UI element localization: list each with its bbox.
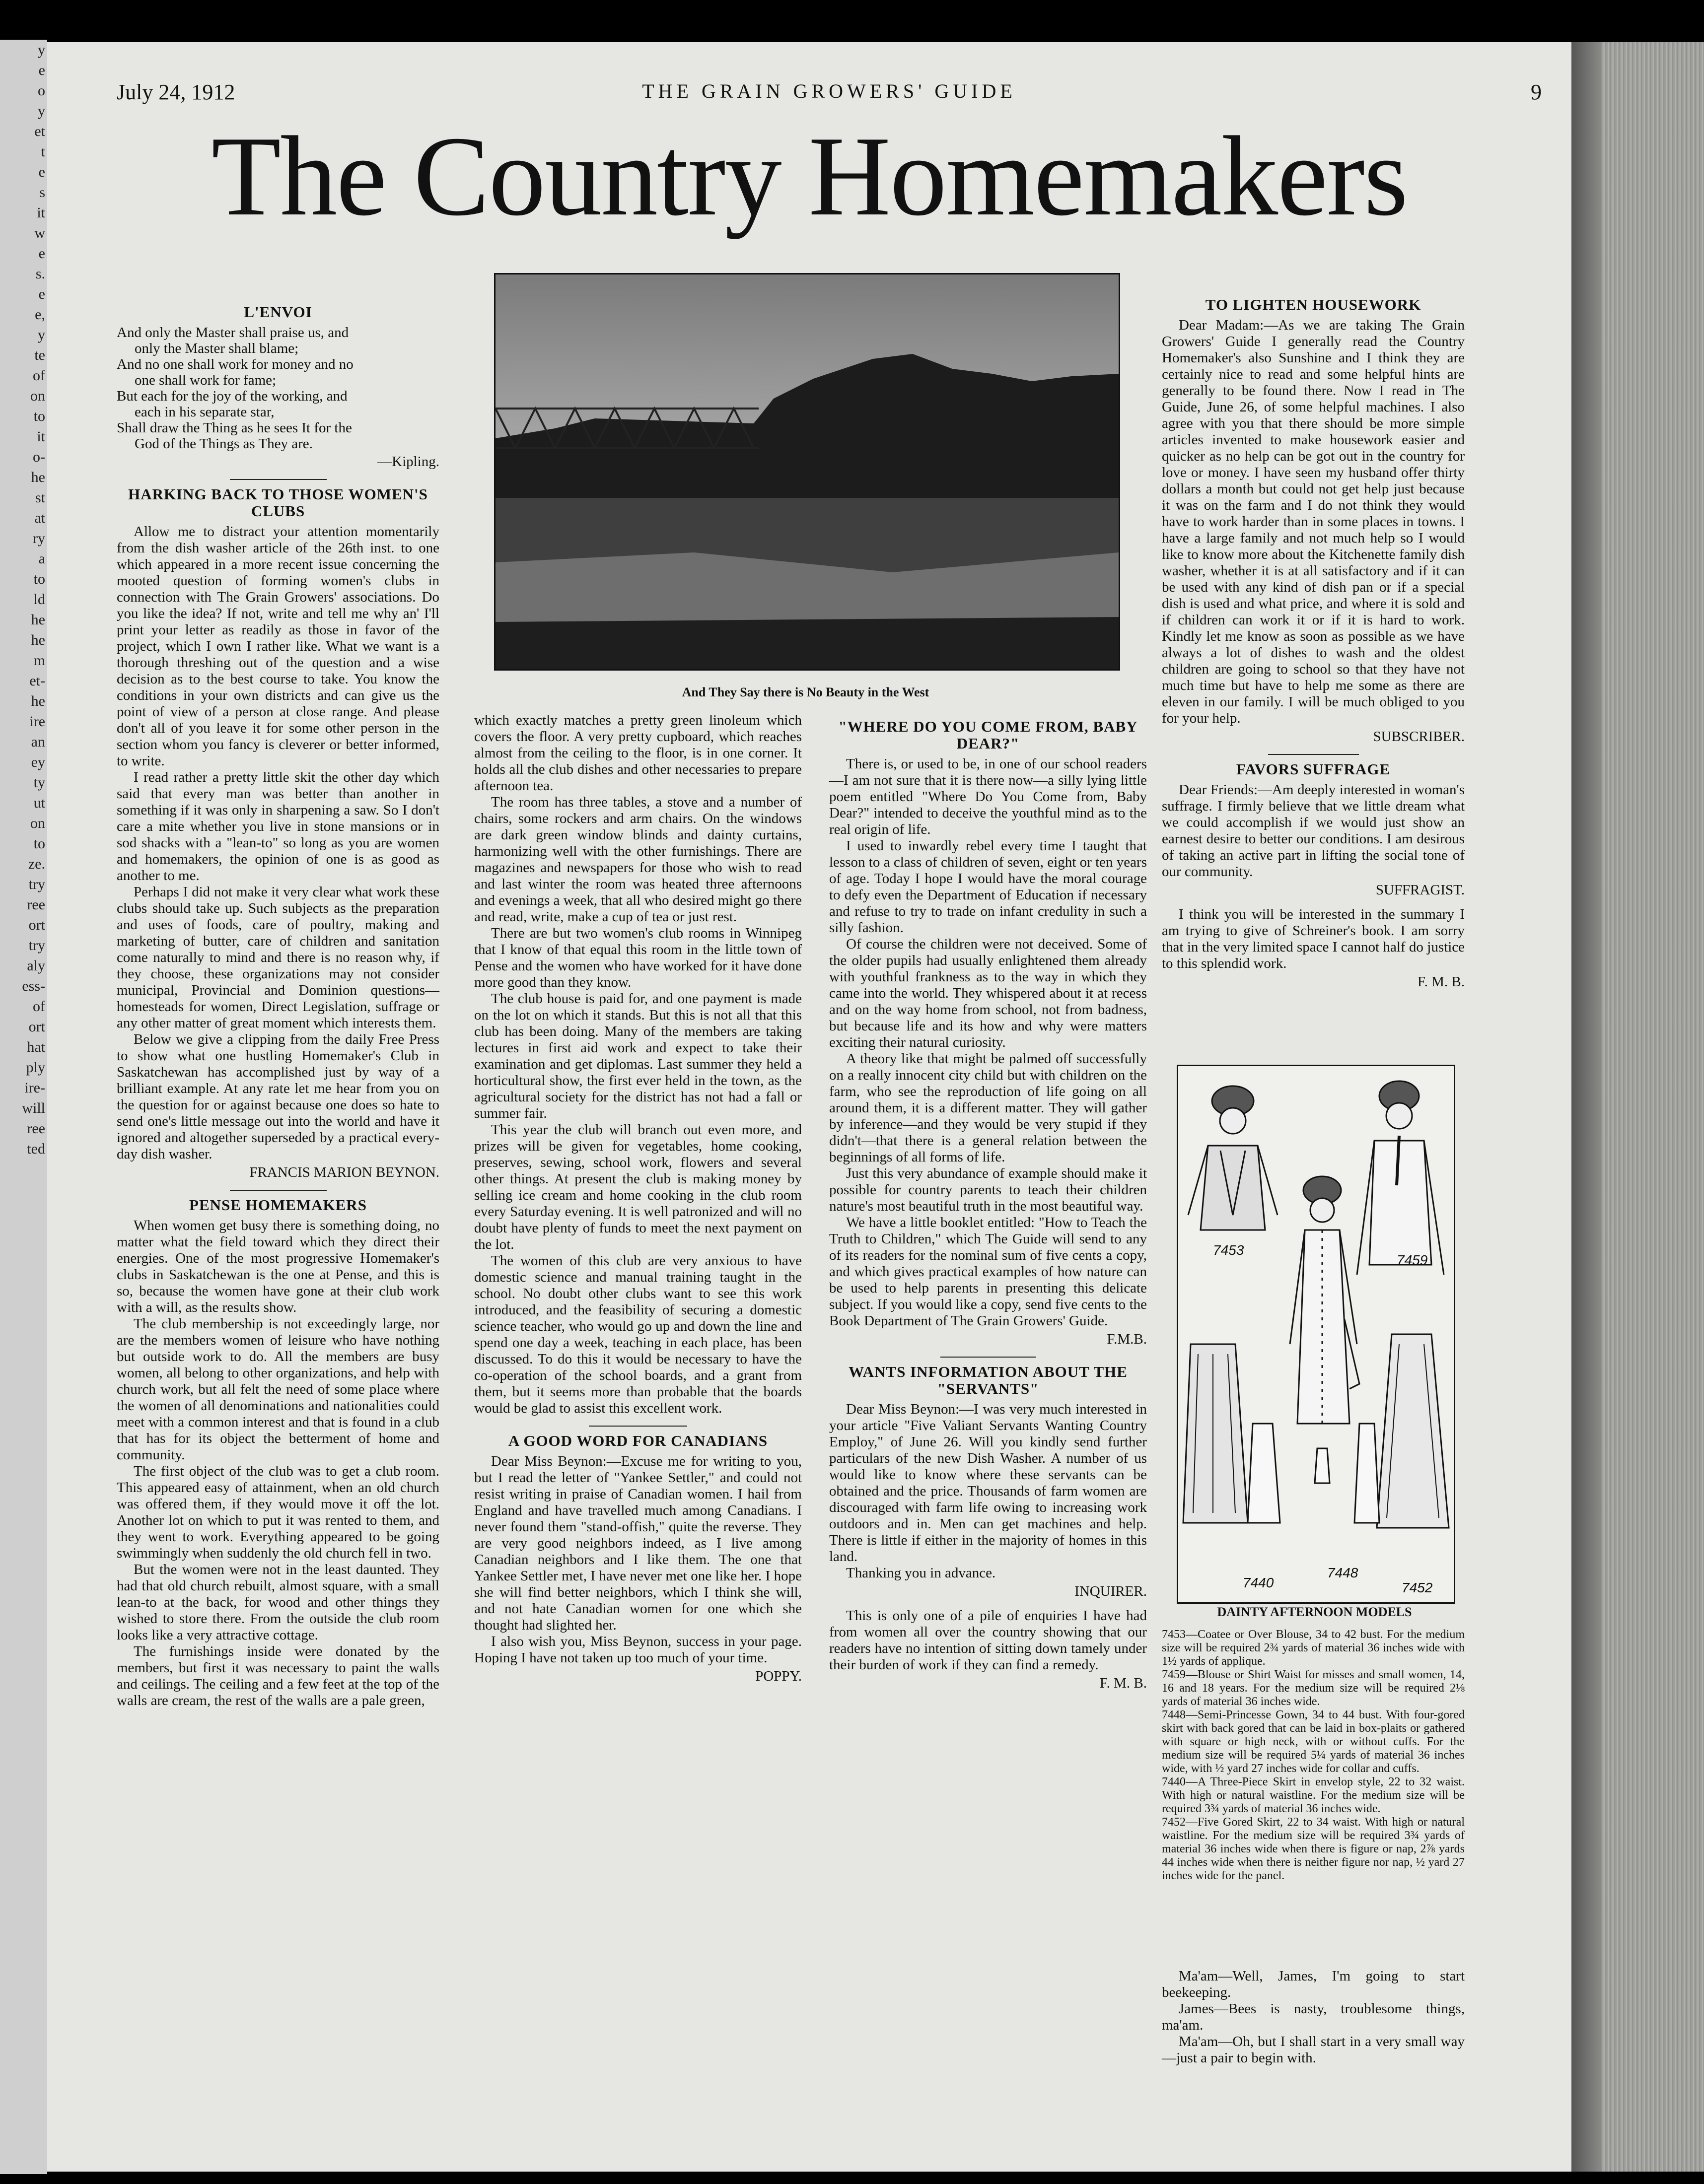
strip-fragment: ld xyxy=(33,591,45,608)
lenvoi-title: L'ENVOI xyxy=(244,303,312,321)
letter-signature: POPPY. xyxy=(755,1668,802,1684)
strip-fragment: e xyxy=(38,62,45,78)
article-signature: F.M.B. xyxy=(1107,1331,1147,1347)
strip-fragment: e xyxy=(38,286,45,302)
divider xyxy=(1268,754,1359,755)
letter-paragraph: I also wish you, Miss Beynon, success in your page. Hoping I have not taken up too much of your time. xyxy=(474,1634,802,1666)
article-paragraph: The club membership is not exceedingly large, nor are the members women of leisure who have nothing but outside work to do. All the members are busy women, all belong to other organizations, and help with church work, but all felt the need of some place where the women of all denominations and nationalities could meet with a common interest and that is found in a club that has for its object the betterment of home and community. xyxy=(117,1316,439,1463)
strip-fragment: on xyxy=(30,815,45,831)
fashion-illustration xyxy=(1177,1065,1455,1604)
strip-fragment: ry xyxy=(33,530,45,546)
canadians-title: A GOOD WORD FOR CANADIANS xyxy=(508,1432,768,1449)
divider xyxy=(230,479,327,480)
strip-fragment: y xyxy=(38,103,45,119)
strip-fragment: e xyxy=(38,164,45,180)
editor-note: This is only one of a pile of enquiries I have had from women all over the country showing that our readers have no intention of sitting down tamely under their burden of work if they can find a remedy. xyxy=(829,1608,1147,1673)
issue-date: July 24, 1912 xyxy=(117,80,235,104)
article-paragraph: I read rather a pretty little skit the other day which said that every man was better than another in something if it was only in sharpening a saw. So I don't care a mite whether you live in stone mansions or in sod shacks with a "lean-to" so long as you are women and homemakers, the opinion of one is as good as another to me. xyxy=(117,769,439,884)
article-paragraph: Perhaps I did not make it very clear what work these clubs should take up. Such subjects as the preparation and uses of foods, care of poultry, making and marketing of butter, care of children and sanitation come naturally to mind and there is no reason why, if they choose, these organizations may not consider municipal, Provincial and Dominion questions—homesteads for women, Direct Legislation, suffrage or any other matter of great moment which interests them. xyxy=(117,884,439,1031)
harking-title: HARKING BACK TO THOSE WOMEN'S CLUBS xyxy=(128,485,428,520)
strip-fragment: ted xyxy=(27,1141,45,1157)
strip-fragment: aly xyxy=(27,957,45,974)
strip-fragment: y xyxy=(38,42,45,58)
article-paragraph: The women of this club are very anxious to have domestic science and manual training taught in the school. No doubt other clubs want to see this work introduced, and the feasibility of securing a domestic science teacher, who would go up and down the line and spend one day a week, teaching in each place, has been discussed. To do this it would be necessary to have the co-operation of the school boards, and a grant from them, but it seems more than probable that the boards would be glad to assist this excellent work. xyxy=(474,1253,802,1416)
editor-signature: F. M. B. xyxy=(1099,1675,1147,1691)
baby-title: "WHERE DO YOU COME FROM, BABY DEAR?" xyxy=(838,718,1138,752)
strip-fragment: on xyxy=(30,388,45,404)
pattern-description: 7440—A Three-Piece Skirt in envelop style, 22 to 32 waist. With high or natural waistline. For the medium size will be required 3¾ yards of material 36 inches wide. xyxy=(1162,1775,1465,1815)
strip-fragment: ut xyxy=(33,795,45,811)
column-1 xyxy=(117,298,439,2134)
article-paragraph: The first object of the club was to get a club room. This appeared easy of attainment, when an old church was offered them, if they would move it off the lot. Another lot on which to put it was rented to them, and they went to work. Everything appeared to be going swimmingly when suddenly the old church fell in two. xyxy=(117,1463,439,1561)
strip-fragment: of xyxy=(33,998,45,1015)
letter-paragraph: Dear Friends:—Am deeply interested in woman's suffrage. I firmly believe that we little dream what we could accomplish if we would just show an earnest desire to better our conditions. I am desirous of taking an active part in lifting the social tone of our community. xyxy=(1162,782,1465,880)
model-label-7453: 7453 xyxy=(1213,1242,1244,1258)
book-binding-edge xyxy=(1571,42,1704,2172)
strip-fragment: to xyxy=(33,408,45,424)
strip-fragment: ze. xyxy=(28,856,45,872)
letter-paragraph: Dear Miss Beynon:—I was very much interested in your article "Five Valiant Servants Wanting Country Employ," of June 26. Will you kindly send further particulars of the new Dish Washer. A number of us would like to know where these servants can be obtained and the price. Thousands of farm women are discouraged with farm life owing to increasing work outdoors and in. Men can get machines and help. There is little if either in the majority of homes in this land. xyxy=(829,1401,1147,1565)
article-paragraph: A theory like that might be palmed off successfully on a really innocent city child but with children on the farm, who see the reproduction of life going on all around them, it is a different matter. They will gather by inference—and they would be very stupid if they didn't—that there is a general relation between the beginnings of all forms of life. xyxy=(829,1051,1147,1165)
bridge-river-image xyxy=(496,274,1119,669)
strip-fragment: te xyxy=(34,347,45,363)
joke-line: Ma'am—Well, James, I'm going to start beekeeping. xyxy=(1162,1968,1465,2000)
strip-fragment: at xyxy=(34,510,45,526)
strip-fragment: m xyxy=(33,652,45,669)
servants-title: WANTS INFORMATION ABOUT THE "SERVANTS" xyxy=(849,1363,1128,1397)
strip-fragment: an xyxy=(31,734,45,750)
strip-fragment: a xyxy=(38,550,45,567)
strip-fragment: it xyxy=(37,205,45,221)
article-paragraph: which exactly matches a pretty green linoleum which covers the floor. A very pretty cupboard, which reaches almost from the ceiling to the floor, is in one corner. It holds all the club dishes and other necessaries to prepare afternoon tea. xyxy=(474,712,802,794)
fashion-caption: DAINTY AFTERNOON MODELS xyxy=(1217,1605,1412,1619)
article-paragraph: I used to inwardly rebel every time I taught that lesson to a class of children of seven, eight or ten years of age. Today I hope I would have the moral courage to defy even the Department of Education if necessary and refuse to try to trade on infant credulity in such a silly fashion. xyxy=(829,838,1147,936)
strip-fragment: s xyxy=(39,184,45,201)
pattern-description: 7453—Coatee or Over Blouse, 34 to 42 bust. For the medium size will be required 2¾ yards of material 36 inches wide with 1½ yards of applique. xyxy=(1162,1628,1465,1668)
pense-title: PENSE HOMEMAKERS xyxy=(189,1196,367,1214)
strip-fragment: y xyxy=(38,327,45,343)
strip-fragment: o- xyxy=(33,449,45,465)
letter-signature: SUBSCRIBER. xyxy=(1373,729,1465,745)
letter-paragraph: Thanking you in advance. xyxy=(846,1565,996,1581)
strip-fragment: e xyxy=(38,245,45,262)
strip-fragment: et xyxy=(34,123,45,139)
model-label-7459: 7459 xyxy=(1397,1252,1428,1268)
strip-fragment: try xyxy=(28,876,45,892)
strip-fragment: he xyxy=(31,632,45,648)
joke-line: Ma'am—Oh, but I shall start in a very small way—just a pair to begin with. xyxy=(1162,2034,1465,2066)
strip-fragment: ort xyxy=(28,1019,45,1035)
strip-fragment: s. xyxy=(35,266,45,282)
strip-fragment: to xyxy=(33,835,45,852)
landscape-photo xyxy=(494,273,1120,671)
column-4 xyxy=(1162,290,1465,1065)
strip-fragment: ree xyxy=(27,896,45,913)
editor-reply: I think you will be interested in the summary I am trying to give of Schreiner's book. I am sorry that in the very limited space I cannot half do justice to this splendid work. xyxy=(1162,906,1465,971)
poem-line: one shall work for fame; xyxy=(135,372,277,388)
section-masthead: The Country Homemakers xyxy=(211,113,1408,239)
pattern-description: 7448—Semi-Princesse Gown, 34 to 44 bust. With four-gored skirt with back gored that can be laid in box-plaits or gathered with square or high neck, with or without cuffs. For the medium size will be required 5¼ yards of material 36 inches wide, with ½ yard 27 inches wide for collar and cuffs. xyxy=(1162,1708,1465,1775)
poem-line: And only the Master shall praise us, and xyxy=(117,325,349,341)
model-label-7452: 7452 xyxy=(1402,1580,1433,1595)
article-paragraph: The room has three tables, a stove and a number of chairs, some rockers and arm chairs. On the windows are dark green window blinds and dainty curtains, harmonizing well with the other furnishings. There are magazines and newspapers for those who wish to read and last winter the room was heated three afternoons and evenings a week, that all who desired might go there and read, write, make a cup of tea or just rest. xyxy=(474,794,802,925)
article-paragraph: We have a little booklet entitled: "How to Teach the Truth to Children," which The Guide will send to any of its readers for the nominal sum of five cents a copy, and which gives practical examples of how nature can be used to help parents in presenting this delicate subject. If you would like a copy, send five cents to the Book Department of The Grain Growers' Guide. xyxy=(829,1215,1147,1329)
divider xyxy=(589,1426,687,1427)
strip-fragment: ree xyxy=(27,1120,45,1137)
newspaper-page xyxy=(47,42,1571,2172)
strip-fragment: ess- xyxy=(22,978,45,994)
strip-fragment: it xyxy=(37,428,45,445)
strip-fragment: will xyxy=(22,1100,45,1116)
article-paragraph: There are but two women's club rooms in Winnipeg that I know of that equal this room in the little town of Pense and the women who have worked for it have done more good than they know. xyxy=(474,925,802,990)
photo-caption: And They Say there is No Beauty in the West xyxy=(682,685,929,699)
strip-fragment: o xyxy=(38,82,45,99)
poem-line: But each for the joy of the working, and xyxy=(117,388,348,404)
strip-fragment: ey xyxy=(31,754,45,770)
strip-fragment: ty xyxy=(33,774,45,791)
joke-line: James—Bees is nasty, troublesome things, ma'am. xyxy=(1162,2001,1465,2033)
strip-fragment: ire xyxy=(29,713,45,730)
model-label-7440: 7440 xyxy=(1243,1575,1274,1590)
pattern-description: 7452—Five Gored Skirt, 22 to 34 waist. With high or natural waistline. For the medium size will be required 3¾ yards of material 36 inches wide when there is figure or nap, 2⅞ yards 44 inches wide when there is neither figure nor nap, ½ yard 27 inches wide for the panel. xyxy=(1162,1816,1465,1882)
strip-fragment: he xyxy=(31,469,45,485)
strip-fragment: ort xyxy=(28,917,45,933)
strip-fragment: hat xyxy=(27,1039,45,1055)
strip-fragment: try xyxy=(28,937,45,954)
column-3 xyxy=(829,712,1147,2137)
article-paragraph: The furnishings inside were donated by the members, but first it was necessary to paint the walls and ceilings. The ceiling and a few feet at the top of the walls are cream, the rest of the walls are a pale green, xyxy=(117,1643,439,1708)
strip-fragment: ire- xyxy=(24,1080,45,1096)
joke-column xyxy=(1162,1968,1465,2097)
strip-fragment: of xyxy=(33,367,45,384)
strip-fragment: ply xyxy=(26,1059,45,1076)
strip-fragment: st xyxy=(35,489,45,506)
lenvoi-poem xyxy=(117,325,439,452)
article-paragraph: There is, or used to be, in one of our school readers—I am not sure that it is there now—a silly lying little poem entitled "Where Do You Come from, Baby Dear?" intended to deceive the youthful mind as to the real origin of life. xyxy=(829,756,1147,837)
running-head xyxy=(117,79,1542,109)
strip-fragment: t xyxy=(41,143,45,160)
pattern-descriptions xyxy=(1162,1628,1465,1951)
article-paragraph: This year the club will branch out even more, and prizes will be given for vegetables, home cooking, preserves, sewing, school work, flowers and several other things. At present the club is making money by selling ice cream and home cooking in the club room every Saturday evening. It is well patronized and will no doubt have plenty of funds to meet the next payment on the lot. xyxy=(474,1122,802,1252)
lighten-title: TO LIGHTEN HOUSEWORK xyxy=(1205,296,1421,313)
poem-line: only the Master shall blame; xyxy=(135,341,299,356)
poem-attribution: —Kipling. xyxy=(377,454,439,470)
article-paragraph: Of course the children were not deceived. Some of the older pupils had usually enlightened them already with youthful frankness as to the way in which they came into the world. They whispered about it at recess and on the way home from school, not from badness, but because life and its how and why were matters exciting their natural curiosity. xyxy=(829,936,1147,1050)
letter-paragraph: Dear Miss Beynon:—Excuse me for writing to you, but I read the letter of "Yankee Settler," and could not resist writing in praise of Canadian women. I hail from England and have travelled much among Canadians. I never found them "stand-offish," quite the reverse. They are very good neighbors indeed, as I live among Canadian neighbors and I like them. The one that Yankee Settler met, I have never met one like her. I hope she will find better neighbors, which I think she will, and not hate Canadian women for one which she thought had slighted her. xyxy=(474,1453,802,1633)
article-paragraph: Just this very abundance of example should make it possible for country parents to teach their children nature's most beautiful truth in the most beautiful way. xyxy=(829,1165,1147,1214)
article-paragraph: Below we give a clipping from the daily Free Press to show what one hustling Homemaker's Club in Saskatchewan has accomplished just by way of a brilliant example. At any rate let me hear from you on the question for or against because one does so hate to send one's little message out into the world and have it ignored and altogether superseded by a practical every-day dish washer. xyxy=(117,1031,439,1162)
strip-fragment: et- xyxy=(29,673,45,689)
author-signature: FRANCIS MARION BEYNON. xyxy=(249,1164,439,1180)
strip-fragment: he xyxy=(31,693,45,709)
strip-fragment: w xyxy=(34,225,45,241)
model-label-7448: 7448 xyxy=(1327,1565,1358,1580)
article-paragraph: Allow me to distract your attention momentarily from the dish washer article of the 26th inst. to one which appeared in a more recent issue concerning the mooted question of forming women's clubs in connection with The Grain Growers' associations. Do you like the idea? If not, write and tell me why an' I'll print your letter as readily as those in favor of the project, which I own I rather like. What we want is a thorough threshing out of the question and a wise decision as to the best course to take. You know the conditions in your own districts and can give us the point of view of a person at close range. And please don't all of you leave it for some other person in the section whom you fancy is cleverer or better informed, to write. xyxy=(117,524,439,769)
letter-signature: SUFFRAGIST. xyxy=(1375,882,1465,898)
suffrage-title: FAVORS SUFFRAGE xyxy=(1236,760,1391,778)
letter-signature: INQUIRER. xyxy=(1074,1583,1147,1599)
article-paragraph: The club house is paid for, and one payment is made on the lot on which it stands. But this is not all that this club has been doing. Many of the members are taking lectures in first aid work and expect to take their examination and get diplomas. Last summer they held a horticultural show, the first ever held in the town, as the agricultural society for the district has not had a fall or summer fair. xyxy=(474,991,802,1121)
strip-fragment: he xyxy=(31,612,45,628)
article-paragraph: But the women were not in the least daunted. They had that old church rebuilt, almost square, with a small lean-to at the back, for wood and other things they wished to store there. From the outside the club room looks like a very attractive cottage. xyxy=(117,1562,439,1643)
column-2 xyxy=(474,712,802,2137)
divider xyxy=(230,1190,327,1191)
poem-line: And no one shall work for money and no xyxy=(117,356,354,372)
dress-models-drawing xyxy=(1178,1066,1454,1602)
poem-line: God of the Things as They are. xyxy=(135,436,313,452)
page-number: 9 xyxy=(1531,80,1542,104)
letter-paragraph: Dear Madam:—As we are taking The Grain Growers' Guide I generally read the Country Homemaker's also Sunshine and I think they are certainly nice to read and some helpful hints are generally to be found there. Now I read in The Guide, June 26, of some helpful machines. I also agree with you that there should be more simple articles invented to make housework easier and quicker as no help can be got out in the country for love or money. I have seen my husband offer thirty dollars a month but could not get help just because it was on the farm and I do not think they would have to work harder than in some places in towns. I have a large family and not much help so I would like to know more about the Kitchenette family dish washer, whether it is at all satisfactory and if it can be used with any kind of dish pan or if a special dish is used and what price, and where it is sold and if children can work it or if it is hard to work. Kindly let me know as soon as possible as we have always a lot of dishes to wash and the oldest children are going to school so that they have not much time but have to help me some as there are eleven in our family. I will be much obliged to you for your help. xyxy=(1162,317,1465,726)
strip-fragment: e, xyxy=(35,306,45,323)
paper-name: THE GRAIN GROWERS' GUIDE xyxy=(642,80,1016,102)
poem-line: Shall draw the Thing as he sees It for the xyxy=(117,420,352,436)
divider xyxy=(940,1357,1036,1358)
strip-fragment: to xyxy=(33,571,45,587)
adjacent-page-strip xyxy=(0,40,47,2174)
article-paragraph: When women get busy there is something doing, no matter what the field toward which they direct their energies. One of the most progressive Homemaker's clubs in Saskatchewan is the one at Pense, and this is so, because the women have gone at their club work with a will, as the results show. xyxy=(117,1218,439,1315)
pattern-description: 7459—Blouse or Shirt Waist for misses and small women, 14, 16 and 18 years. For the medium size will be required 2⅛ yards of material 36 inches wide. xyxy=(1162,1668,1465,1708)
editor-signature: F. M. B. xyxy=(1417,974,1465,990)
poem-line: each in his separate star, xyxy=(135,404,275,420)
